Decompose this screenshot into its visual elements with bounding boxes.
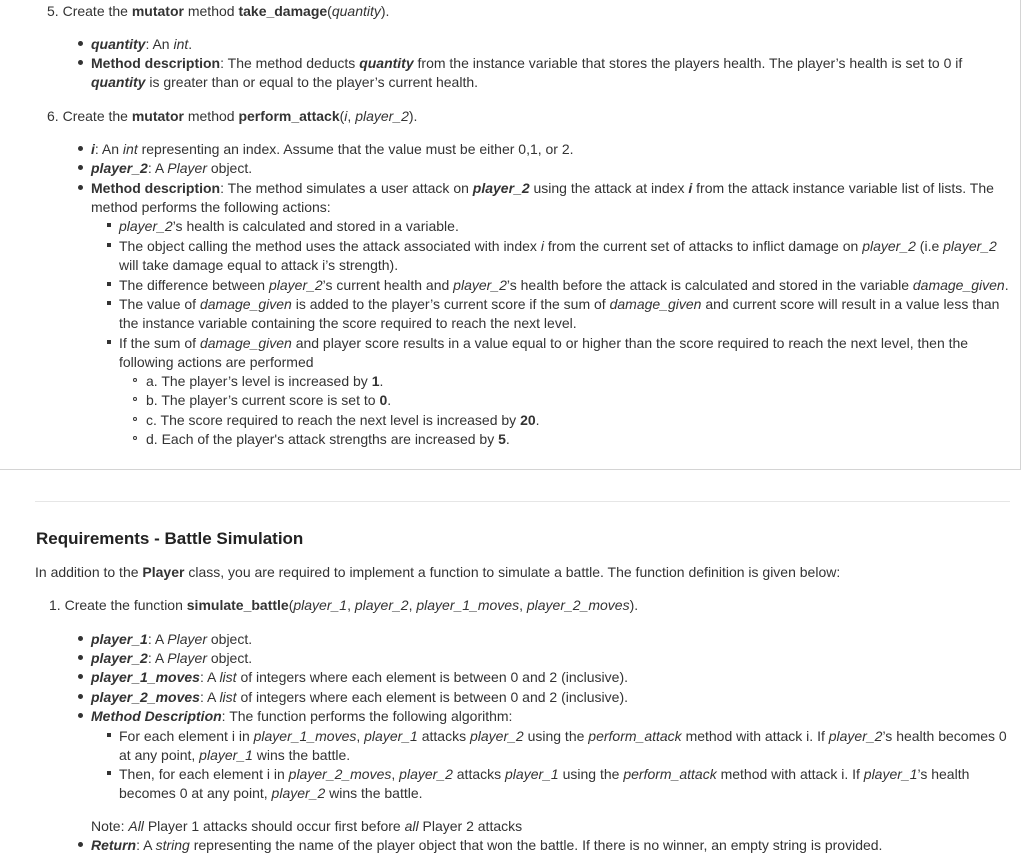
bullet-dot [78, 655, 83, 660]
bullet-dot [78, 842, 83, 847]
item-5-param-quantity: quantity: An int. [91, 36, 193, 52]
item-6-param-i: i: An int representing an index. Assume that the value must be either 0,1, or 2. [91, 141, 574, 157]
bullet-dot [78, 694, 83, 699]
bullet-dot [78, 146, 83, 151]
bullet-dot [78, 165, 83, 170]
battle-param-player1: player_1: A Player object. [91, 631, 253, 647]
section-divider [35, 501, 1010, 502]
action-level-up: If the sum of damage_given and player score results in a value equal to or higher than the score required to reach the next level, then the [119, 335, 969, 351]
bullet-square [107, 301, 111, 305]
action-level-up-cont: following actions are performed [119, 354, 314, 370]
action-damage-given: The difference between player_2’s current health and player_2’s health before the attack is calculated and stored in the variable damage_given. [119, 277, 1009, 293]
algorithm-step-player1: For each element i in player_1_moves, player_1 attacks player_2 using the perform_attack method with attack i. If player_2’s health becomes 0 [119, 728, 1007, 744]
bullet-dot [78, 60, 83, 65]
battle-method-description: Method Description: The function performs the following algorithm: [91, 708, 513, 724]
battle-item-1-heading: 1. Create the function simulate_battle(player_1, player_2, player_1_moves, player_2_moves). [49, 597, 639, 613]
item-5-method-description: Method description: The method deducts quantity from the instance variable that stores the players health. The player’s health is set to 0 if [91, 55, 963, 71]
bullet-circle [133, 397, 137, 401]
battle-param-player2: player_2: A Player object. [91, 650, 253, 666]
battle-section-heading: Requirements - Battle Simulation [36, 529, 304, 548]
action-inflict-damage-cont: will take damage equal to attack i’s strength). [119, 257, 399, 273]
item-6-method-description-cont: method performs the following actions: [91, 199, 331, 215]
item-5-method-description-cont: quantity is greater than or equal to the player’s current health. [91, 74, 479, 90]
bullet-square [107, 282, 111, 286]
levelup-step-c: c. The score required to reach the next level is increased by 20. [146, 412, 540, 428]
bullet-dot [78, 41, 83, 46]
bullet-square [107, 771, 111, 775]
bullet-circle [133, 436, 137, 440]
levelup-step-b: b. The player’s current score is set to 0. [146, 392, 392, 408]
bullet-dot [78, 185, 83, 190]
item-6-method-description: Method description: The method simulates a user attack on player_2 using the attack at index i from the attack instance variable list of lists. The [91, 180, 994, 196]
action-add-score: The value of damage_given is added to the player’s current score if the sum of damage_given and current score will result in a value less than [119, 296, 1000, 312]
bullet-circle [133, 417, 137, 421]
action-store-health: player_2’s health is calculated and stored in a variable. [119, 218, 459, 234]
bullet-square [107, 733, 111, 737]
bullet-dot [78, 636, 83, 641]
algorithm-step-player2-cont: becomes 0 at any point, player_2 wins the battle. [119, 785, 423, 801]
battle-param-player1-moves: player_1_moves: A list of integers where each element is between 0 and 2 (inclusive). [91, 669, 629, 685]
bullet-dot [78, 674, 83, 679]
action-add-score-cont: the instance variable containing the score required to reach the next level. [119, 315, 577, 331]
algorithm-step-player1-cont: at any point, player_1 wins the battle. [119, 747, 351, 763]
bullet-dot [78, 713, 83, 718]
battle-param-player2-moves: player_2_moves: A list of integers where each element is between 0 and 2 (inclusive). [91, 689, 629, 705]
attack-order-note: Note: All Player 1 attacks should occur first before all Player 2 attacks [91, 818, 523, 834]
action-inflict-damage: The object calling the method uses the attack associated with index i from the current set of attacks to inflict damage on player_2 (i.e player_2 [119, 238, 997, 254]
item-5-heading: 5. Create the mutator method take_damage(quantity). [47, 3, 390, 19]
battle-intro: In addition to the Player class, you are required to implement a function to simulate a battle. The function definition is given below: [35, 564, 841, 580]
item-6-param-player2: player_2: A Player object. [91, 160, 253, 176]
levelup-step-a: a. The player’s level is increased by 1. [146, 373, 384, 389]
bullet-square [107, 243, 111, 247]
levelup-step-d: d. Each of the player's attack strengths are increased by 5. [146, 431, 510, 447]
algorithm-step-player2: Then, for each element i in player_2_moves, player_2 attacks player_1 using the perform_attack method with attack i. If player_1’s health [119, 766, 970, 782]
battle-return: Return: A string representing the name of the player object that won the battle. If there is no winner, an empty string is provided. [91, 837, 883, 853]
bullet-square [107, 223, 111, 227]
item-6-heading: 6. Create the mutator method perform_attack(i, player_2). [47, 108, 418, 124]
bullet-circle [133, 378, 137, 382]
bullet-square [107, 340, 111, 344]
